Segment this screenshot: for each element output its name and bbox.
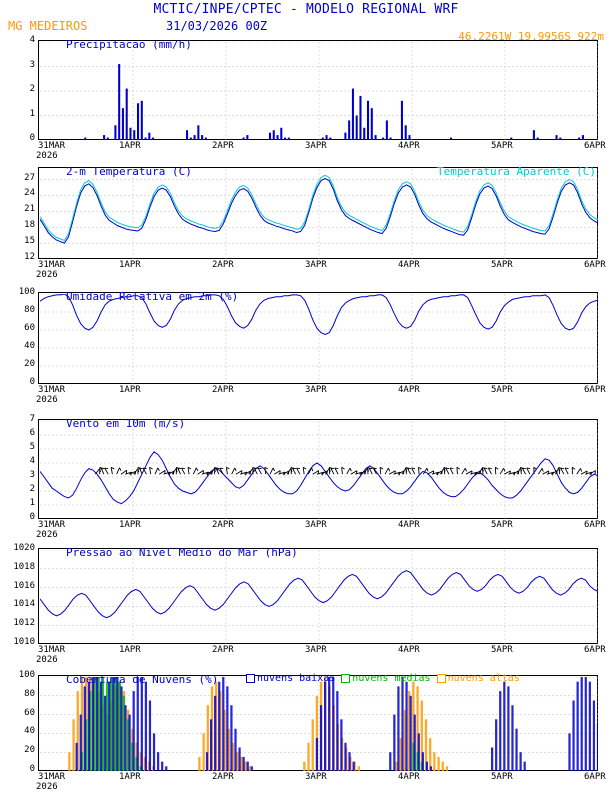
- y-tick-label: 60: [24, 707, 35, 718]
- y-tick-label: 1: [29, 498, 35, 508]
- panel-title-6: Cobertura de Nuvens (%): [66, 673, 219, 686]
- legend-label: nuvens medias: [352, 673, 431, 684]
- y-tick-label: 1010: [13, 637, 35, 647]
- y-tick-label: 1020: [13, 543, 35, 553]
- x-tick-label: 1APR: [119, 772, 141, 782]
- x-tick-label: 3APR: [305, 645, 327, 655]
- year-label: 2026: [36, 395, 58, 405]
- y-tick-label: 1016: [13, 580, 35, 591]
- page-title: MCTIC/INPE/CPTEC - MODELO REGIONAL WRF: [153, 2, 459, 17]
- y-tick-label: 4: [29, 35, 35, 45]
- y-tick-label: 20: [24, 745, 35, 756]
- y-tick-label: 100: [18, 287, 35, 297]
- x-tick-label: 3APR: [305, 141, 327, 151]
- x-tick-label: 6APR: [584, 141, 606, 151]
- x-tick-label: 2APR: [212, 772, 234, 782]
- panel-title-4: Vento em 10m (m/s): [66, 417, 186, 430]
- x-tick-label: 1APR: [119, 520, 141, 530]
- legend-label: nuvens baixas: [257, 673, 336, 684]
- legend-nuvens-baixas: [246, 673, 335, 684]
- coordinates-label: 46.2261W 19.9956S 922m: [458, 30, 604, 43]
- y-tick-label: 20: [24, 359, 35, 369]
- y-tick-label: 1: [29, 108, 35, 119]
- y-tick-label: 0: [29, 764, 35, 774]
- year-label: 2026: [36, 655, 58, 665]
- x-tick-label: 4APR: [398, 772, 420, 782]
- x-tick-label: 3APR: [305, 772, 327, 782]
- plot-area-6: [38, 675, 598, 771]
- y-tick-label: 100: [18, 670, 35, 680]
- year-label: 2026: [36, 151, 58, 161]
- plot-svg-2: [40, 169, 598, 259]
- x-tick-label: 2APR: [212, 645, 234, 655]
- x-tick-label: 6APR: [584, 772, 606, 782]
- panel-title-3: Umidade Relativa em 2m (%): [66, 290, 239, 303]
- x-tick-label: 1APR: [119, 260, 141, 270]
- chart-panel-4: [29, 414, 606, 540]
- plot-area-3: [38, 292, 598, 384]
- legend-swatch: [246, 674, 255, 683]
- y-tick-label: 4: [29, 456, 35, 466]
- year-label: 2026: [36, 530, 58, 540]
- plot-svg-6: [40, 677, 598, 771]
- y-tick-label: 0: [29, 133, 35, 143]
- x-tick-label: 4APR: [398, 260, 420, 270]
- x-tick-label: 4APR: [398, 385, 420, 395]
- plot-area-1: [38, 40, 598, 140]
- x-tick-label: 31MAR: [38, 520, 66, 530]
- y-tick-label: 27: [24, 172, 35, 183]
- x-tick-label: 31MAR: [38, 645, 66, 655]
- plot-svg-4: [40, 421, 598, 519]
- x-tick-label: 1APR: [119, 385, 141, 395]
- y-tick-label: 40: [24, 726, 35, 737]
- panel-title-secondary: Temperatura Aparente (C): [437, 165, 596, 178]
- plot-area-4: [38, 419, 598, 519]
- plot-svg-5: [40, 550, 598, 644]
- year-label: 2026: [36, 782, 58, 792]
- x-tick-label: 6APR: [584, 645, 606, 655]
- x-tick-label: 3APR: [305, 520, 327, 530]
- plot-area-2: [38, 167, 598, 259]
- y-tick-label: 80: [24, 688, 35, 699]
- y-tick-label: 1014: [13, 599, 35, 610]
- plot-svg-1: [40, 42, 598, 140]
- year-label: 2026: [36, 270, 58, 280]
- run-datetime: 31/03/2026 00Z: [166, 19, 268, 33]
- y-tick-label: 7: [29, 414, 35, 424]
- x-tick-label: 5APR: [491, 520, 513, 530]
- y-tick-label: 0: [29, 512, 35, 522]
- x-tick-label: 3APR: [305, 385, 327, 395]
- x-tick-label: 31MAR: [38, 772, 66, 782]
- chart-panel-6: [18, 670, 606, 792]
- x-tick-label: 2APR: [212, 260, 234, 270]
- x-tick-label: 6APR: [584, 385, 606, 395]
- y-tick-label: 3: [29, 470, 35, 480]
- panel-title-5: Pressao ao Nivel Medio do Mar (hPa): [66, 546, 298, 559]
- chart-panel-3: [18, 287, 606, 405]
- chart-panel-5: [13, 543, 606, 665]
- x-tick-label: 5APR: [491, 260, 513, 270]
- x-tick-label: 5APR: [491, 645, 513, 655]
- legend-nuvens-altas: [437, 673, 520, 684]
- x-tick-label: 6APR: [584, 520, 606, 530]
- station-label: MG MEDEIROS: [8, 19, 88, 33]
- x-tick-label: 31MAR: [38, 385, 66, 395]
- panel-title-1: Precipitacao (mm/h): [66, 38, 192, 51]
- y-tick-label: 1012: [13, 618, 35, 629]
- x-tick-label: 5APR: [491, 141, 513, 151]
- plot-area-5: [38, 548, 598, 644]
- y-tick-label: 0: [29, 377, 35, 387]
- y-tick-label: 40: [24, 341, 35, 351]
- plot-svg-3: [40, 294, 598, 384]
- x-tick-label: 5APR: [491, 385, 513, 395]
- x-tick-label: 6APR: [584, 260, 606, 270]
- y-tick-label: 6: [29, 428, 35, 438]
- x-tick-label: 3APR: [305, 260, 327, 270]
- legend-nuvens-medias: [341, 673, 430, 684]
- x-tick-label: 2APR: [212, 141, 234, 151]
- x-tick-label: 4APR: [398, 141, 420, 151]
- x-tick-label: 1APR: [119, 645, 141, 655]
- x-tick-label: 31MAR: [38, 141, 66, 151]
- y-tick-label: 60: [24, 323, 35, 333]
- y-tick-label: 21: [24, 204, 35, 215]
- x-tick-label: 2APR: [212, 385, 234, 395]
- y-tick-label: 2: [29, 84, 35, 94]
- chart-panel-2: [24, 165, 606, 280]
- y-tick-label: 18: [24, 220, 35, 231]
- x-tick-label: 4APR: [398, 645, 420, 655]
- x-tick-label: 2APR: [212, 520, 234, 530]
- legend-label: nuvens altas: [447, 673, 520, 684]
- y-tick-label: 5: [29, 442, 35, 452]
- panel-title-2: 2-m Temperatura (C): [66, 165, 192, 178]
- y-tick-label: 12: [24, 252, 35, 262]
- x-tick-label: 4APR: [398, 520, 420, 530]
- x-tick-label: 31MAR: [38, 260, 66, 270]
- legend-swatch: [437, 674, 446, 683]
- y-tick-label: 24: [24, 188, 35, 199]
- y-tick-label: 3: [29, 59, 35, 70]
- y-tick-label: 15: [24, 236, 35, 247]
- x-tick-label: 1APR: [119, 141, 141, 151]
- legend-swatch: [341, 674, 350, 683]
- y-tick-label: 2: [29, 484, 35, 494]
- y-tick-label: 1018: [13, 561, 35, 572]
- y-tick-label: 80: [24, 305, 35, 315]
- x-tick-label: 5APR: [491, 772, 513, 782]
